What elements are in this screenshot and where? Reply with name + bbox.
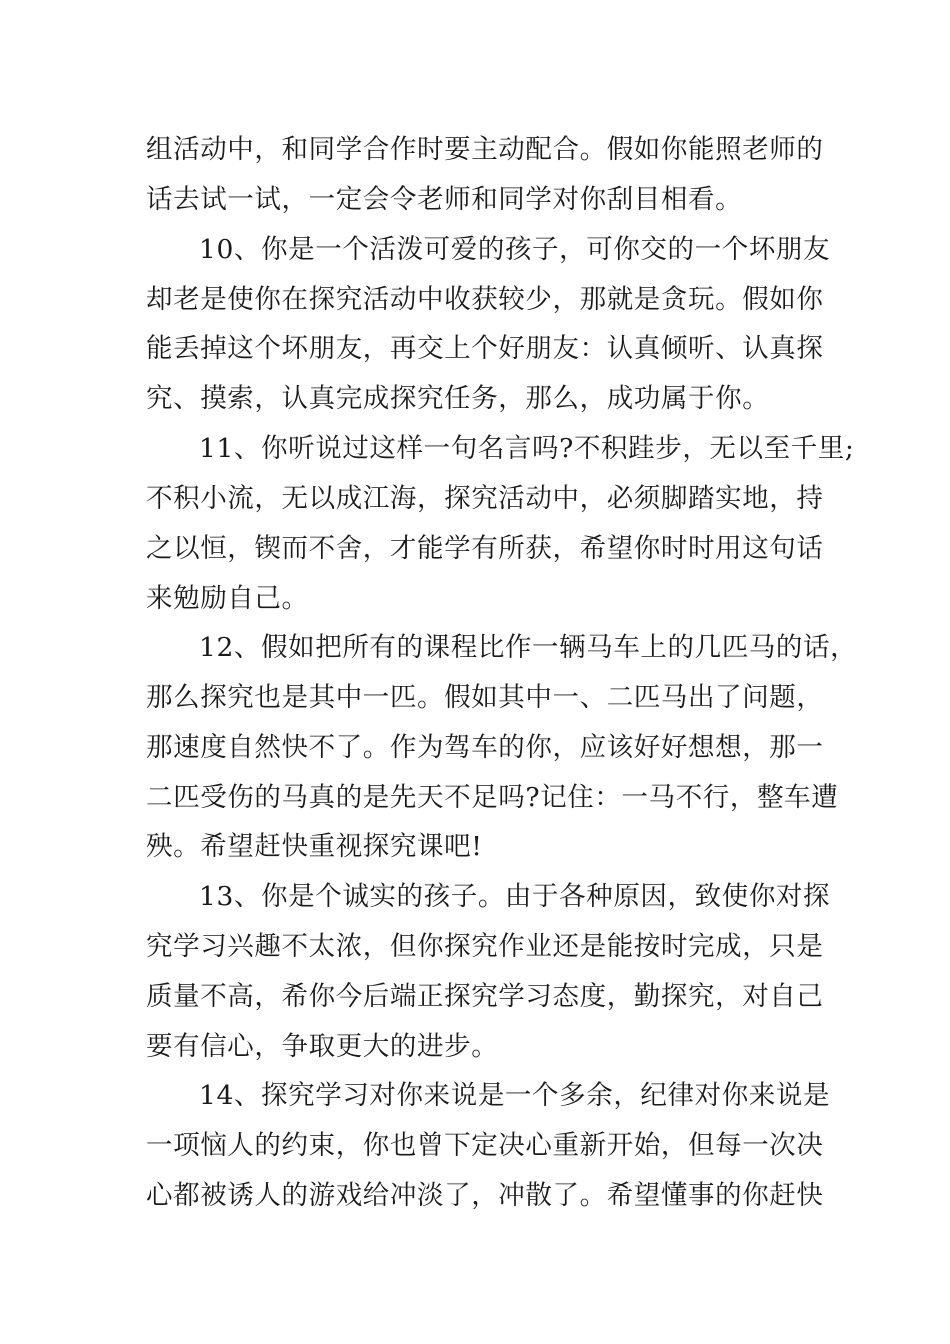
text-line: 来勉励自己。 — [146, 583, 309, 614]
text-line: 却老是使你在探究活动中收获较少，那就是贪玩。假如你 — [146, 284, 824, 315]
paragraph-14-start: 14、探究学习对你来说是一个多余，纪律对你来说是 — [199, 1080, 831, 1111]
paragraph-11-start: 11、你听说过这样一句名言吗?不积跬步，无以至千里; — [199, 433, 855, 464]
paragraph-10-start: 10、你是一个活泼可爱的孩子，可你交的一个坏朋友 — [199, 234, 831, 265]
text-line: 能丢掉这个坏朋友，再交上个好朋友：认真倾听、认真探 — [146, 333, 824, 364]
text-line: 质量不高，希你今后端正探究学习态度，勤探究，对自己 — [146, 981, 824, 1012]
text-line: 一项恼人的约束，你也曾下定决心重新开始，但每一次决 — [146, 1130, 824, 1161]
text-line: 要有信心，争取更大的进步。 — [146, 1031, 499, 1062]
text-line: 究学习兴趣不太浓，但你探究作业还是能按时完成，只是 — [146, 931, 824, 962]
text-line: 那速度自然快不了。作为驾车的你，应该好好想想，那一 — [146, 732, 824, 763]
text-line: 殃。希望赶快重视探究课吧! — [146, 831, 483, 862]
text-line: 组活动中，和同学合作时要主动配合。假如你能照老师的 — [146, 134, 824, 165]
text-line: 心都被诱人的游戏给冲淡了，冲散了。希望懂事的你赶快 — [146, 1180, 824, 1211]
text-line: 究、摸索，认真完成探究任务，那么，成功属于你。 — [146, 383, 770, 414]
text-line: 二匹受伤的马真的是先天不足吗?记住：一马不行，整车遭 — [146, 782, 839, 813]
text-line: 话去试一试，一定会令老师和同学对你刮目相看。 — [146, 184, 743, 215]
paragraph-13-start: 13、你是个诚实的孩子。由于各种原因，致使你对探 — [199, 881, 831, 912]
text-line: 不积小流，无以成江海，探究活动中，必须脚踏实地，持 — [146, 483, 824, 514]
text-line: 那么探究也是其中一匹。假如其中一、二匹马出了问题， — [146, 682, 824, 713]
paragraph-12-start: 12、假如把所有的课程比作一辆马车上的几匹马的话， — [199, 632, 858, 663]
text-line: 之以恒，锲而不舍，才能学有所获，希望你时时用这句话 — [146, 533, 824, 564]
